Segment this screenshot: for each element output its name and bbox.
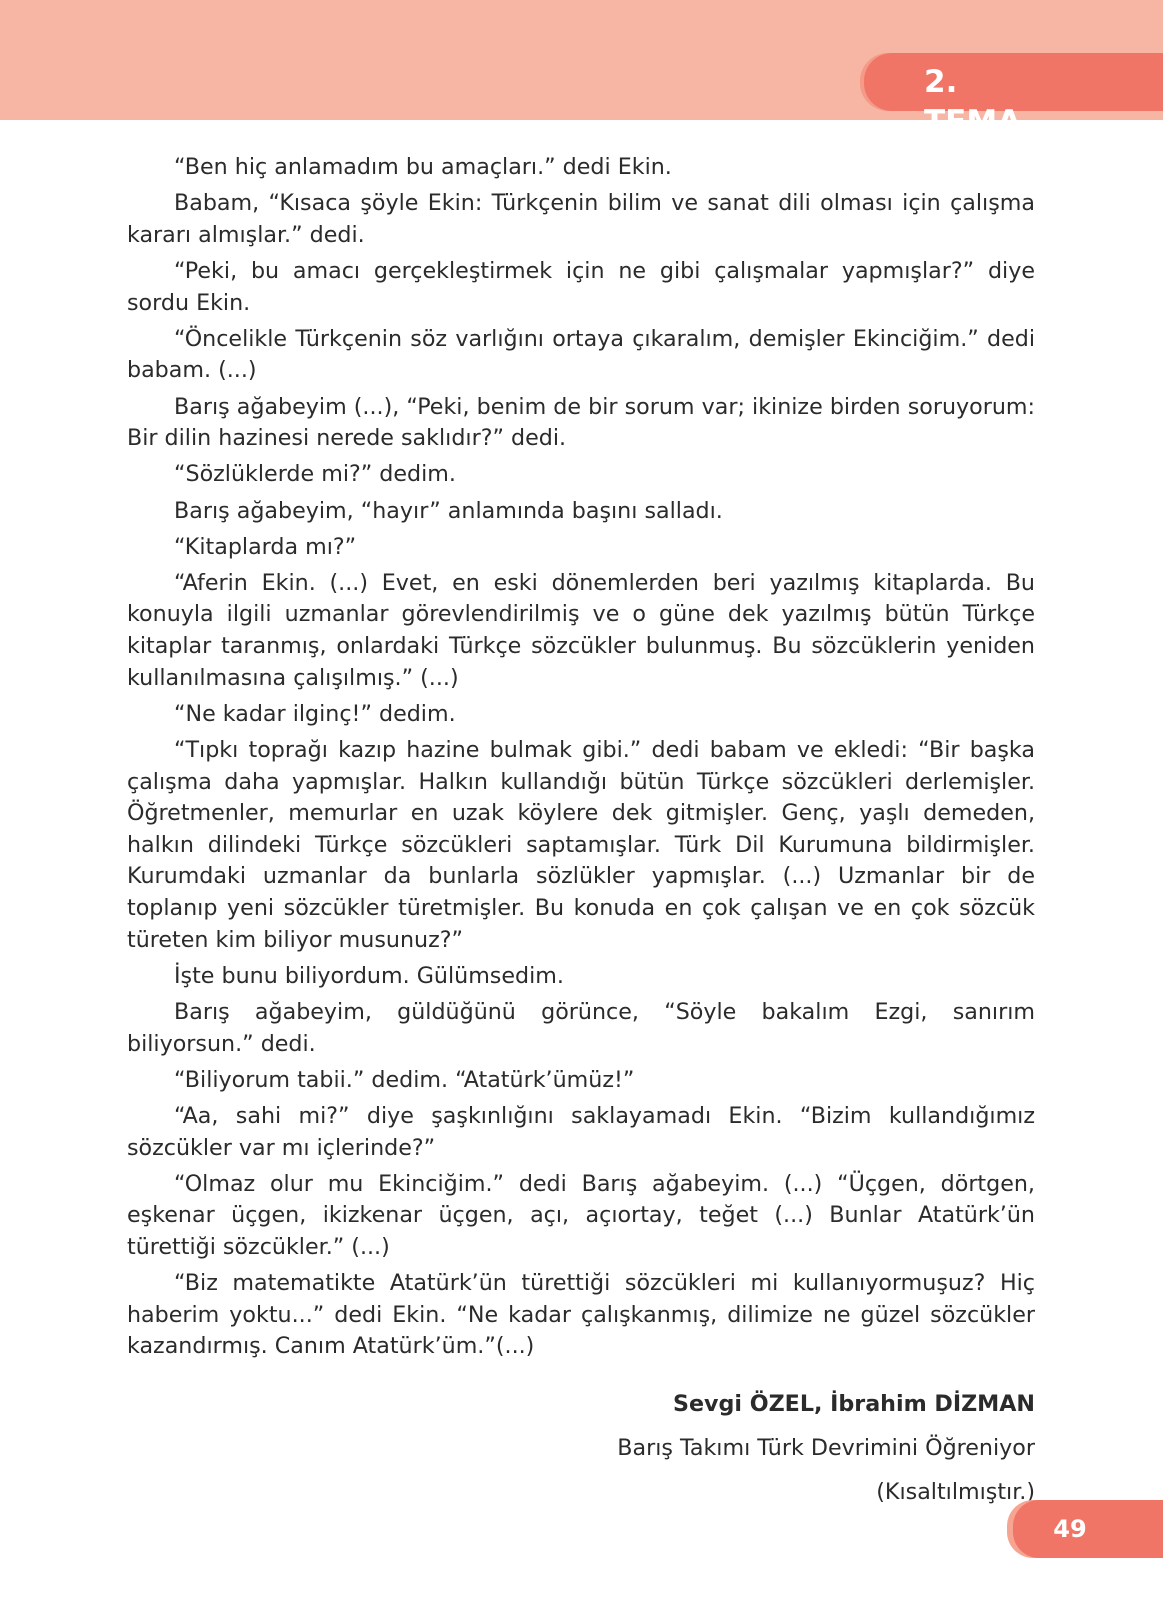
paragraph: “Sözlüklerde mi?” dedim. [174, 461, 456, 488]
paragraph: “Öncelikle Türkçenin söz varlığını ortaya çıkaralım, demişler Ekinciğim.” dedi babam. (...) [127, 325, 1035, 384]
source-citation [617, 1382, 1035, 1514]
page-number: 49 [1053, 1515, 1087, 1543]
paragraph: “Biliyorum tabii.” dedim. “Atatürk’ümüz!” [174, 1066, 635, 1093]
paragraph: Babam, “Kısaca şöyle Ekin: Türkçenin bilim ve sanat dili olması için çalışma kararı almışlar.” dedi. [127, 190, 1035, 248]
paragraph: “Aa, sahi mi?” diye şaşkınlığını saklayamadı Ekin. “Bizim kullandığımız sözcükler var mı içlerinde?” [127, 1102, 1035, 1161]
paragraph: “Biz matematikte Atatürk’ün türettiği sözcükleri mi kullanıyormuşuz? Hiç haberim yoktu...” dedi Ekin. “Ne kadar çalışkanmış, dilimize ne güzel sözcükler kazandırmış. Canım Atatürk’üm.”(...) [127, 1270, 1035, 1360]
paragraph: Barış ağabeyim, güldüğünü görünce, “Söyle bakalım Ezgi, sanırım biliyorsun.” dedi. [127, 998, 1035, 1057]
theme-label: 2. TEMA [924, 64, 1022, 140]
paragraph: “Tıpkı toprağı kazıp hazine bulmak gibi.” dedi babam ve ekledi: “Bir başka çalışma daha yapmışlar. Halkın kullandığı bütün Türkçe sözcükleri derlemişler. Öğretmenler, memurlar en uzak köylere dek gitmişler. Genç, yaşlı demeden, halkın dilindeki Türkçe sözcükleri saptamışlar. Türk Dil Kurumuna bildirmişler. Kurumdaki uzmanlar da bunlarla sözlükler yapmışlar. (...) Uzmanlar bir de toplanıp yeni sözcükler türetmişler. Bu konuda en çok çalışan ve en çok sözcük türeten kim biliyor musunuz?” [127, 737, 1035, 953]
paragraph: Barış ağabeyim (...), “Peki, benim de bir sorum var; ikinize birden soruyorum: Bir dilin hazinesi nerede saklıdır?” dedi. [127, 393, 1035, 452]
paragraph: “Aferin Ekin. (...) Evet, en eski dönemlerden beri yazılmış kitaplarda. Bu konuyla ilgili uzmanlar görevlendirilmiş ve o güne dek yazılmış bütün Türkçe kitaplar taranmış, onlardaki Türkçe sözcükler bulunmuş. Bu sözcüklerin yeniden kullanılmasına çalışılmış.” (...) [127, 569, 1035, 691]
source-book-title: Barış Takımı Türk Devrimini Öğreniyor [617, 1435, 1035, 1461]
paragraph: “Ben hiç anlamadım bu amaçları.” dedi Ekin. [174, 154, 672, 180]
source-note: (Kısaltılmıştır.) [876, 1479, 1035, 1505]
paragraph: Barış ağabeyim, “hayır” anlamında başını salladı. [174, 497, 723, 524]
paragraph: “Olmaz olur mu Ekinciğim.” dedi Barış ağabeyim. (...) “Üçgen, dörtgen, eşkenar üçgen, ikizkenar üçgen, açı, açıortay, teğet (...) Bunlar Atatürk’ün türettiği sözcükler.” (...) [127, 1170, 1035, 1260]
story-text [127, 152, 1035, 1367]
paragraph: “Peki, bu amacı gerçekleştirmek için ne gibi çalışmalar yapmışlar?” diye sordu Ekin. [127, 257, 1035, 316]
paragraph: “Ne kadar ilginç!” dedim. [174, 700, 456, 727]
source-authors: Sevgi ÖZEL, İbrahim DİZMAN [673, 1391, 1035, 1417]
paragraph: İşte bunu biliyordum. Gülümsedim. [174, 962, 564, 989]
paragraph: “Kitaplarda mı?” [174, 533, 357, 560]
